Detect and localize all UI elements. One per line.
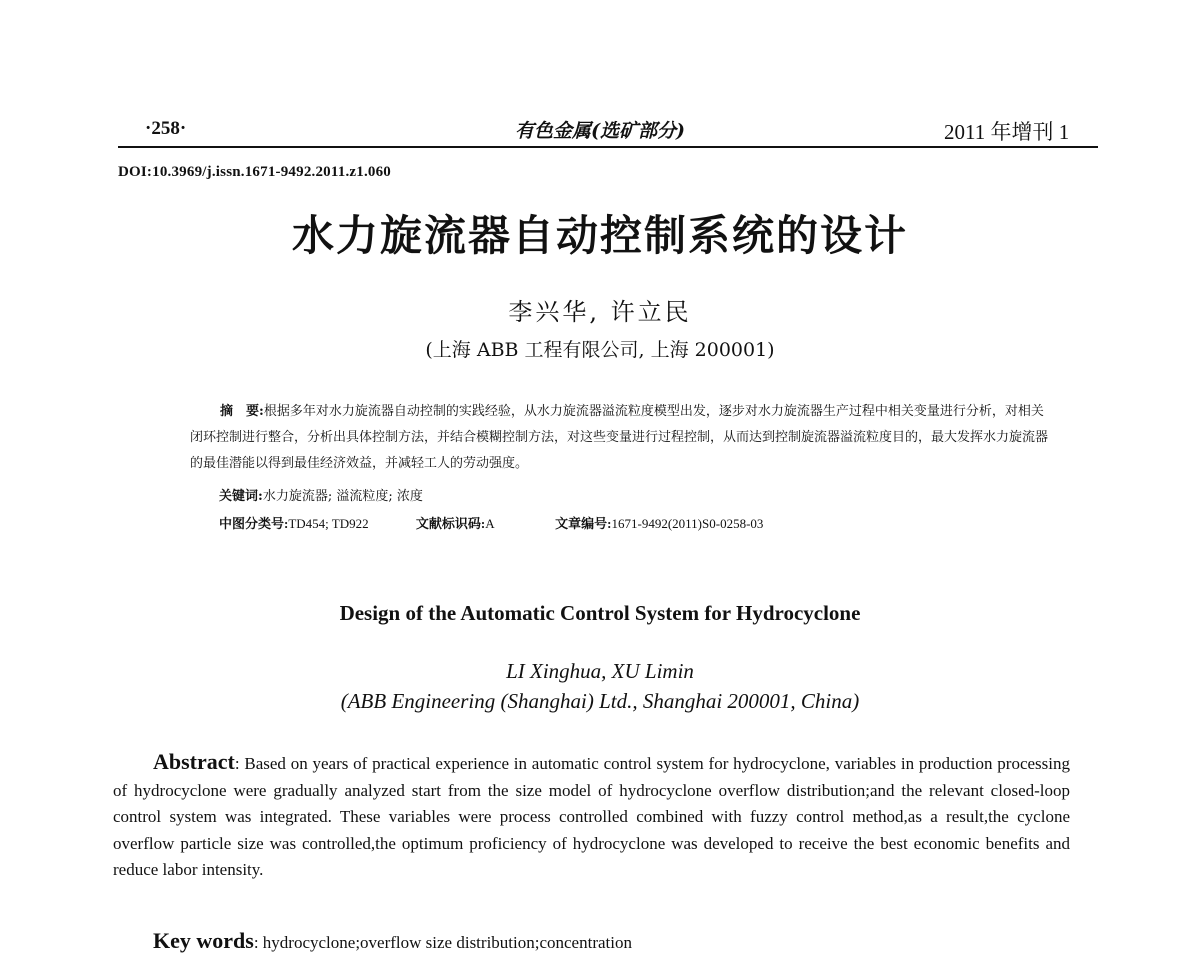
page-number: ·258·: [145, 118, 187, 139]
clc-label: 中图分类号:: [219, 516, 289, 531]
abstract-chinese-label: 摘 要:: [220, 404, 264, 419]
classification-row: [219, 513, 763, 532]
keywords-english: [153, 928, 632, 954]
keywords-english-label: Key words: [153, 928, 254, 953]
keywords-chinese-label: 关键词:: [219, 489, 263, 504]
abstract-chinese: [190, 399, 1050, 477]
title-english: Design of the Automatic Control System for Hydrocyclone: [339, 601, 861, 625]
keywords-chinese-text: 水力旋流器; 溢流粒度; 浓度: [262, 489, 423, 504]
abstract-english: [113, 749, 1070, 884]
abstract-english-label: Abstract: [153, 749, 235, 774]
abstract-chinese-text: 根据多年对水力旋流器自动控制的实践经验，从水力旋流器溢流粒度模型出发，逐步对水力旋流器生产过程中相关变量进行分析，对相关闭环控制进行整合，分析出具体控制方法，并结合模糊控制方法，对这些变量进行过程控制，从而达到控制旋流器溢流粒度目的，最大发挥水力旋流器的最佳潜能以得到最佳经济效益，并减轻工人的劳动强度。: [190, 404, 1049, 471]
article-number-value: 1671-9492(2011)S0-0258-03: [611, 516, 764, 531]
clc-value: TD454; TD922: [288, 516, 369, 531]
journal-name: 有色金属(选矿部分): [515, 120, 685, 142]
keywords-english-text: : hydrocyclone;overflow size distribution;concentration: [253, 933, 632, 952]
doc-code-label: 文献标识码:: [415, 516, 486, 531]
affiliation-chinese: (上海 ABB 工程有限公司, 上海 200001): [425, 339, 775, 361]
doc-code-value: A: [485, 516, 494, 531]
abstract-english-text: : Based on years of practical experience in automatic control system for hydrocyclone, variables in production processing of hydrocyclone were gradually analyzed start from the size model of hydrocyclone overflow distribution;and the relevant closed-loop control system was integrated. These variables were process controlled combined with fuzzy control method,as a result,the cyclone overflow particle size was controlled,the optimum proficiency of hydrocyclone was developed to receive the best economic benefits and reduce labor intensity.: [113, 754, 1070, 880]
issue-label: 2011 年增刊 1: [944, 120, 1070, 144]
title-chinese: 水力旋流器自动控制系统的设计: [291, 211, 908, 260]
affiliation-english: (ABB Engineering (Shanghai) Ltd., Shanghai 200001, China): [340, 689, 860, 713]
doi: DOI:10.3969/j.issn.1671-9492.2011.z1.060: [118, 164, 392, 180]
article-number-label: 文章编号:: [555, 516, 612, 531]
authors-chinese: 李兴华, 许立民: [508, 298, 692, 326]
keywords-chinese: [219, 485, 423, 504]
header-rule: [118, 146, 1098, 148]
authors-english: LI Xinghua, XU Limin: [506, 659, 694, 683]
